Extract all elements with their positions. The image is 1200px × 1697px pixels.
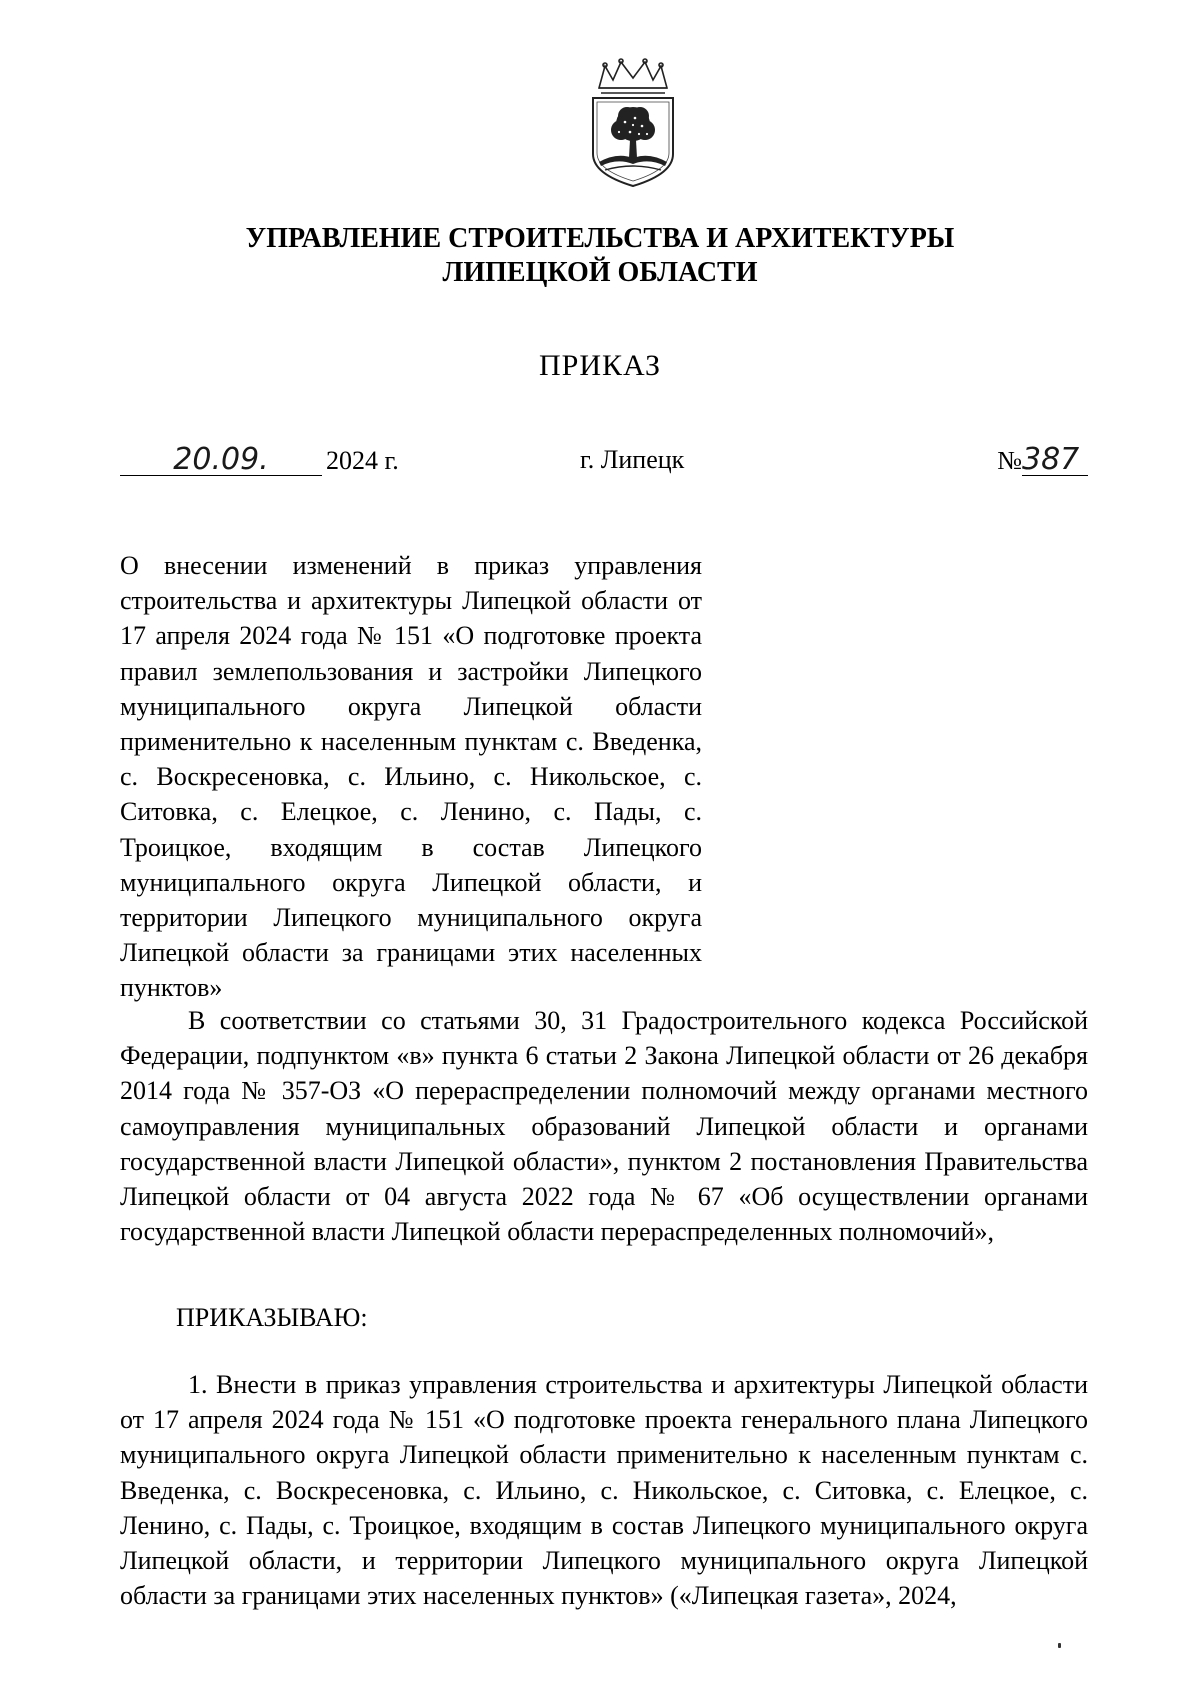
number-sign: № bbox=[997, 446, 1022, 475]
preamble-paragraph: В соответствии со статьями 30, 31 Градостроительного кодекса Российской Федерации, подпунктом «в» пункта 6 статьи 2 Закона Липецкой области от 26 декабря 2014 года № 357-ОЗ «О перераспределении полномочий между органами местного самоуправления муниципальных образований Липецкой области и органами государственной власти Липецкой области», пунктом 2 постановления Правительства Липецкой области от 04 августа 2022 года № 67 «Об осуществлении органами государственной власти Липецкой области перераспределенных полномочий», bbox=[120, 1006, 1088, 1247]
scan-mark bbox=[1058, 1643, 1061, 1648]
city-label: г. Липецк bbox=[580, 445, 685, 474]
organization-title-line-1: УПРАВЛЕНИЕ СТРОИТЕЛЬСТВА И АРХИТЕКТУРЫ bbox=[245, 223, 955, 254]
date-year: 2024 г. bbox=[326, 446, 399, 475]
organization-title bbox=[0, 222, 1200, 290]
handwritten-order-number: 387 bbox=[1022, 445, 1088, 476]
decree-heading: ПРИКАЗЫВАЮ: bbox=[176, 1303, 368, 1332]
date-block bbox=[120, 442, 399, 477]
organization-title-line-2: ЛИПЕЦКОЙ ОБЛАСТИ bbox=[442, 257, 758, 288]
handwritten-date: 20.09. bbox=[120, 445, 322, 476]
document-meta-row bbox=[120, 442, 1088, 485]
document-type: ПРИКАЗ bbox=[539, 349, 661, 382]
order-number-block bbox=[997, 442, 1088, 477]
lipetsk-coat-of-arms-icon bbox=[585, 58, 681, 190]
clause-1-paragraph: 1. Внести в приказ управления строительства и архитектуры Липецкой области от 17 апреля 2024 года № 151 «О подготовке проекта генерального плана Липецкого муниципального округа Липецкой области применительно к населенным пунктам с. Введенка, с. Воскресеновка, с. Ильино, с. Никольское, с. Ситовка, с. Елецкое, с. Ленино, с. Пады, с. Троицкое, входящим в состав Липецкого муниципального округа Липецкой области, и территории Липецкого муниципального округа Липецкой области за границами этих населенных пунктов» («Липецкая газета», 2024, bbox=[120, 1370, 1088, 1611]
order-subject: О внесении изменений в приказ управления строительства и архитектуры Липецкой области от 17 апреля 2024 года № 151 «О подготовке проекта правил землепользования и застройки Липецкого муниципального округа Липецкой области применительно к населенным пунктам с. Введенка, с. Воскресеновка, с. Ильино, с. Никольское, с. Ситовка, с. Елецкое, с. Ленино, с. Пады, с. Троицкое, входящим в состав Липецкого муниципального округа Липецкой области, и территории Липецкого муниципального округа Липецкой области за границами этих населенных пунктов» bbox=[120, 551, 702, 1003]
